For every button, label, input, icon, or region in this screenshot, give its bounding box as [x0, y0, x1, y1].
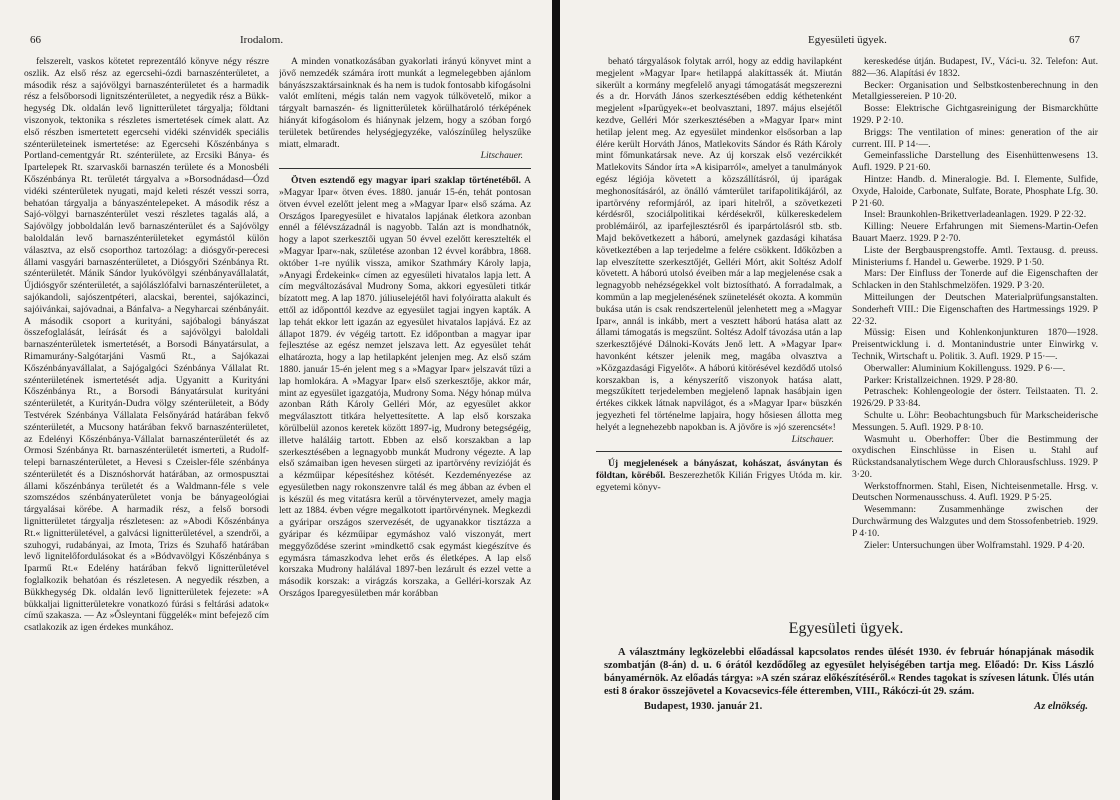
bibliography-entry: Zieler: Untersuchungen über Wolframstahl. 1929. P 4·20. — [864, 539, 1085, 551]
signature-litschauer-2: Litschauer. — [791, 433, 834, 445]
article-title: Ötven esztendő egy magyar ipari szaklap történetéből. — [291, 175, 521, 187]
bibliography-entry: Becker: Organisation und Selbstkostenberechnung in den Metallgiessereien. P 10·20. — [852, 79, 1098, 103]
article-text: A »Magyar Ipar« ötven éves. 1880. január 15-én, tehát pontosan ötven évvel ezelőtt jelent meg a »Magyar Ipar« első száma. Az Országos Iparegyesület e hivatalos lapjának életkora azonban ennél a félévszázadnál is nagyobb. Talán azt is mondhatnók, hogy a lapot szerkesztői ugyan 50 évvel ezelőtt keresztelték el »Magyar Ipar«-nak, születése azonban 12 évvel korábbra, 1868. október 1-re nyúlik vissza, amikor Szathmáry Károly lapja, »Anyagi Érdekeink« címen az egyesületi hivatalos lapja lett. A cím megváltozásával Mudrony Soma, akkori egyesületi titkár bízatott meg. A lap 1870. júliuselejétől havi folyóiratta alakult és ettől az időponttól kezdve az egyesület tagjai ingyen kapták. A lap tehát ekkor lett igazán az egyesület hivatalos lapjává. Ez az állapot 1879. év végéig tartott. Ez időpontban a magyar ipar fejlesztése az egész nemzet jelszava lett. Az egyesület tehát elhatározta, hogy a lap hetilapként jelenjen meg. Az első szám 1880. január 15-én jelent meg s a »Magyar Ipar« jelszavát tűzi a lap homlokára. A »Magyar Ipar« első szerkesztője, akkor már, mint az egyesület igazgatója, Mudrony Soma. Négy hónap múlva azonban Ráth Károly Gelléri Mór, az egyesület akkor megválasztott titkára helyettesítette. A lap első korszaka körülbelül azonos keretek között 1897-ig, Mudrony betegségéig, illetve haláláig tartott. Ebben az első korszakban a lap szerkesztésében a legnagyobb munkát Mudrony végezte. A lap első számaiban igen hevesen sürgeti az ipartörvény revízióját és a kézműipar képesítéshez kötését. Kezdeményezése az egyesületben nagy rokonszenvre talál és meg ábban az évben el is készül és meg vitatásra kerül a törvénytervezet, amely magja lett az 1884. évben végre megalkotott ipartörvénynek. Megkezdi a gyáripar országos szervezését, de ugyanakkor tisztázza a gyáripar és kézműipar egymáshoz való viszonyát, mert meggyőződése szerint »mindkettő csak egymást kiegészítve és egymásra támaszkodva lehet erős és életképes. A lap első korszaka Mudrony halálával 1897-ben lezárult és ezzel vette a második korszak: a virágzás korszaka, a Gelléri-korszak Az Országos Iparegyesületben már korábban — [279, 175, 531, 600]
article-continuation: beható tárgyalások folytak arról, hogy az eddig havilapként megjelent »Magyar Ipar« hetilappá alakíttassék át. Miután sikerült a kormány megfelelő anyagi támogatását megszerezni és a dr. Horváth János szerkesztésében eddig kéthetenként megjelent »Iparügyek«-et beolvasztani, 1897. május elsejétől kezdve, Gelléri Mór szerkesztésében a »Magyar Ipar« mint hetilap jelent meg. Az egyesület mindenkor elsősorban a lap élére került Horváth János, Matlekovits Sándor és Ráth Károly mint főmunkatársak neve. Az új korszak első vezércikkét Matlekovits Sándor írta »A kisiparról«, amelyet a tanulmányok egész légiója követett a közszállításról, új iparágak meghonosításáról, az önálló vámterület tarifapolitikájáról, az ipartörvény reformjáról, az ipari hitelről, a szövetkezeti kérdésről, szociálpolitikai kérdésekről, külkereskedelem problémáiról, az iparfejlesztésről és iparpártolásról stb. stb. Majd bekövetkezett a háború, amelynek gazdasági kihatása következtében a lap terjedelme a felére csökkent. Időközben a lap elveszítette szerkesztőjét, Gelléri Mórt, akit Soltész Adolf követett. A háború utolsó éveiben már a lap megjelenése csak a legnagyobb nehézségekkel volt biztosítható. A forradalmak, a kommün a lap megjelenésének szünetelését okozta. A kommün bukása után is csak rendszertelenül jelenhetett meg a »Magyar Ipar«, annál is inkább, mert a vesztett háború hatása alatt az állami támogatás is megszűnt. Soltész Adolf távozása után a lap szerkesztőjévé Dálnoki-Kováts Jenő lett. A »Magyar Ipar« havonként kétszer jelenik meg, magába olvasztva a »Közgazdasági Figyelőt«. A háború kitörésével kezdődő utolsó korszakban is, a kényszerítő viszonyok hatása alatt, megszűkített terjedelemben megjelenő lapnak hasábjain igen értékes cikkek látnak napvilágot, és a »Magyar Ipar« büszkén jegyezheti fel történelme lapjaira, hogy hősiesen állotta meg helyét a legnehezebb napokban is. A jövőre is »jó szerencsét«! — [596, 56, 842, 433]
running-head-right: Egyesületi ügyek. — [808, 34, 887, 46]
book-gutter — [552, 0, 560, 800]
page-number-right: 67 — [1069, 34, 1080, 46]
bibliography-entry: Mitteilungen der Deutschen Materialprüfungsanstalten. Sonderheft VIII.: Die Eigenschaften des Hartmessings 1929. P 22·32. — [852, 291, 1098, 327]
bibliography-entry: Oberwaller: Aluminium Kokillenguss. 1929. P 6·—. — [864, 362, 1066, 374]
book-review-conclusion: A minden vonatkozásában gyakorlati irányú könyvet mint a jövő nemzedék számára írott munkát a legmelegebben ajánlom bányászszaktársainknak és ha nem is tudok fontosabb kifogásolni valót említeni, mégis talán nem vagyok túlkövetelő, mikor a tárgyalt barnaszén- és lignitterületek körülhatároló térképének hiányát kifogásolom és hiánynak jelzem, hogy a szóban forgó területek betűrendes helységjegyzéke, valószínűleg helyszűke miatt, elmaradt. — [279, 56, 531, 150]
new-publications-title: Új megjelenések a bányászat, kohászat, ásványtan és földtan, köréből. — [596, 458, 842, 482]
bibliography-entry: Killing: Neuere Erfahrungen mit Siemens-Martin-Oefen Bauart Maerz. 1929. P 2·70. — [852, 221, 1098, 244]
bibliography-entry: Gemeinfassliche Darstellung des Eisenhüttenwesens 13. Aufl. 1929. P 21·60. — [852, 150, 1098, 174]
left-page — [0, 0, 552, 800]
running-head-left: Irodalom. — [240, 34, 284, 46]
bibliography-entry: Mars: Der Einfluss der Tonerde auf die Eigenschaften der Schlacken in den Stahlschmelzöfen. 1929. P 3·20. — [852, 268, 1098, 292]
bibliography-entry: Wasmuht u. Oberhoffer: Über die Bestimmung der oxydischen Einschlüsse in Eisen u. Stahl auf Rückstandsanalytischem Wege durch Chlorausfschluss. 1929. P 3·20. — [852, 433, 1098, 480]
bibliography-entry: Schulte u. Löhr: Beobachtungsbuch für Markscheiderische Messungen. 5. Aufl. 1929. P 8·10. — [852, 409, 1098, 433]
bibliography-entry: Werkstoffnormen. Stahl, Eisen, Nichteisenmetalle. Hrsg. v. Deutschen Normenausschuss. 4. Aufl. 1929. P 5·25. — [852, 480, 1098, 504]
page-number-left: 66 — [30, 34, 41, 46]
section-divider-2 — [596, 451, 842, 452]
bibliography-entry: Liste der Bergbausprengstoffe. Amtl. Textausg. d. preuss. Ministeriums f. Handel u. Gewerbe. 1929. P 1·50. — [852, 244, 1098, 268]
bibliography-entry: Insel: Braunkohlen-Brikettverladeanlagen. 1929. P 22·32. — [864, 209, 1087, 221]
right-column-1 — [596, 56, 842, 576]
section-heading-egyesuleti-ugyek: Egyesületi ügyek. — [788, 620, 904, 637]
section-divider — [279, 168, 531, 169]
right-column-2 — [852, 56, 1098, 596]
bibliography-entry: Parker: Kristallzeichnen. 1929. P 28·80. — [864, 374, 1018, 386]
right-page — [560, 0, 1120, 800]
bibliography-entry: Wesemmann: Zusammenhänge zwischen der Durchwärmung des Walzgutes und dem Stossofenbetrieb. 1929. P 4·10. — [852, 504, 1098, 539]
new-publications-intro: Beszerezhetők Kilián Frigyes Utóda m. kir. egyetemi könyv- — [596, 470, 842, 493]
bookshop-info: kereskedése útján. Budapest, IV., Váci-u. 32. Telefon: Aut. 882—36. Alapítási év 1832. — [852, 56, 1098, 79]
book-review-text: felszerelt, vaskos kötetet reprezentáló könyve négy részre oszlik. Az első rész az egercsehi-ózdi barnaszénterületet, a második rész a sajóvölgyi barnaszénterületet és a harmadik rész a felsőborsodi lignitszénterületet, a negyedik rész a Bükk-hegység Dk. oldalán levő lignitterületet tárgyalja; földtani viszonyok, tektonika s részletes ismertetések címek alatt. Az első részben ismertetett egercsehi vidéki szénvidék speciális szénterületeinek ismertetése: az Egercsehi Kőszénbánya s Portland-cementgyár Rt. szénterülete, az Ercsiki Bánya- és Ipartelepek Rt. szarvaskői barnaszén területe és a Monosbéli Kőszénbánya Rt. területét tárgyalva a »Borsodnádasd—Ózd vidéki szénterületek nyugati, majd keleti részét vesszi sorra, behatóan tárgyalja a bányaszéntelepeket. A második rész a Sajó-völgyi barnaszénterület veszi részletes tagalás alá, a Sajóvölgy jobboldalán levő barnaszénterület és a Sajóvölgy baloldalán levő barnaszénterületeket egymástól külön választva, az első csoporthoz tartozólag: a diósgyőr-perecesi állami vasgyári barnaszénterületet, a Diósgyőri Szénbánya Rt. szénterületét. Mánik Sándor lyukóvölgyi szénbányavállalatát, Újdiósgyőr szénterületét, a sajólászlófalvi barnaszénterületet, a sajókandoli, sajószentpéteri, alacskai, berentei, sajókazinci, sajóivánkai, sajóvadnai, a Bánfalva- a Negyharcai szénbányáit. A második csoport a kurityáni, sajóbalogi bányászat összefoglalását, leírását és a sajóvölgyi baloldali barnaszénterületek ismertetését, a Borsodi Bányatársulat, a Rimamurány-Salgótarjáni Vasmű Rt., a Sajókazai Kőszénbányavállalat, a Sajógalgóci Szénbánya Vállalat Rt. szénterületének ismertetését adja. Ugyanitt a Kurityáni Kőszénbánya Rt., a Borsodi Bányatársulat kurityáni szénterületét, a Kurityán-Dudra völgy szénterületeit, a Bódy Testvérek Szénbánya Vállalata Felsőnyárád határában fekvő szénterületét, a Mucsony határában fekvő barnaszénterületet, az Edelényi Kőszénbánya-Vállalat barnaszénterületét és az Ormosi Szénbánya Rt. barnaszénterületét ismerteti, a Rudolf-telepi barnaszénterületet, a Hevesi s Czeisler-féle szénbánya szénterületét és a Disznóshorvát határában, az ormospusztai állami kőszénbánya területét és a Waldmann-féle s vele szomszédos szénbányaterületet vonja be bányageológiai tárgyalásai körébe. A harmadik rész, a felső borsodi lignitterületet tárgyalja részletesen: az »Abodi Kőszénbánya Rt.« lignitterületével, a galvácsi lignitterületével, a szendrői, a szuhogyi, rudabányai, az Imota, Trizs és Szuhafő határában levő lignitelőfordulásokat és a »Bódvavölgyi Kőszénbánya s Iparmű Rt.« Edelény határában fekvő lignitterületével foglalkozik behatóan és részletesen. A negyedik részben, a Bükkhegység Dk. oldalán levő lignitterületek fejezete: »A bükkaljai lignitterületekre vonatkozó fúrási s feltárási adatok« című szakasza. — Az »Ősleyntani függelék« mint befejező cím csatlakozik az igen érdekes munkához. — [24, 56, 269, 634]
bibliography-entry: Briggs: The ventilation of mines: generation of the air current. III. P 14·—. — [852, 126, 1098, 150]
bibliography-entry: Bosse: Elektrische Gichtgasreinigung der Bismarckhütte 1929. P 2·10. — [852, 103, 1098, 126]
signature-litschauer-1: Litschauer. — [480, 150, 523, 162]
notice-date: Budapest, 1930. január 21. — [644, 701, 763, 712]
bibliography-entry: Müssig: Eisen und Kohlenkonjunkturen 1870—1928. Preisentwicklung i. d. Montanindustrie unter Einwirkg v. Technik, Wirtschaft u. Politik. 3. Aufl. 1929. P 15·—. — [852, 327, 1098, 362]
left-column-2 — [279, 56, 531, 780]
meeting-notice-text: A választmány legközelebbi előadással kapcsolatos rendes ülését 1930. év február hónapjának második szombatján (8-án) d. u. 6 órától kezdődőleg az egyesület helyiségében tartja meg. Előadó: Dr. Kiss László bányamérnök. Az előadás tárgya: »A szén száraz előkészítéséről.« Rendes tagokat is szívesen látunk. Ülés után esti 8 órakor összejövetel a Kovacsevics-féle étteremben, VIII., Rákóczi-út 29. szám. — [604, 647, 1094, 697]
bibliography-entry: Petraschek: Kohlengeologie der österr. Teilstaaten. Tl. 2. 1926/29. P 33·84. — [852, 386, 1098, 410]
left-column-1 — [24, 56, 269, 780]
notice-signature: Az elnökség. — [1034, 701, 1088, 712]
meeting-notice — [604, 646, 1094, 716]
bibliography-entry: Hintze: Handb. d. Mineralogie. Bd. I. Elemente, Sulfide, Oxyde, Haloide, Carbonate, Sulfate, Borate, Phosphate Lfg. 30. P 21·60. — [852, 173, 1098, 209]
